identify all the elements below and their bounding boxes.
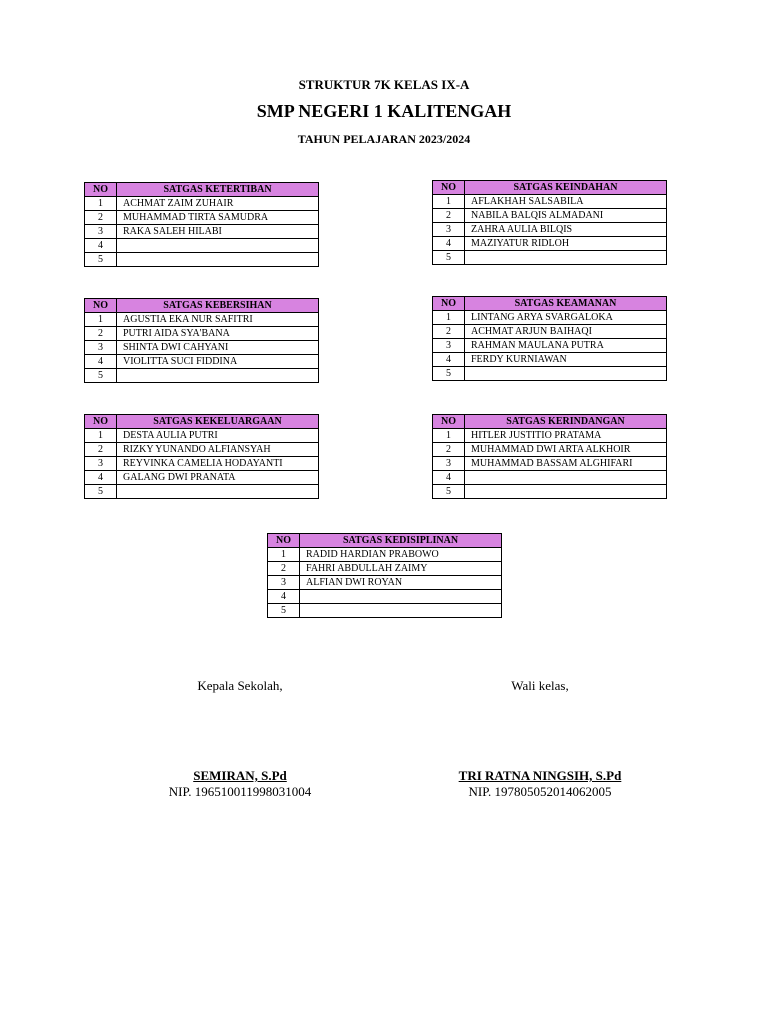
- row-number: 1: [85, 313, 117, 327]
- member-name: [117, 369, 319, 383]
- table-header-row: [85, 415, 319, 429]
- row-number: 2: [85, 443, 117, 457]
- table-row: [85, 471, 319, 485]
- table-row: [433, 485, 667, 499]
- member-name: GALANG DWI PRANATA: [117, 471, 319, 485]
- member-name: MAZIYATUR RIDLOH: [465, 237, 667, 251]
- table-satgas-kekeluargaan: [84, 414, 319, 499]
- row-number: 4: [268, 590, 300, 604]
- table-row: [85, 369, 319, 383]
- table-satgas-kerindangan: [432, 414, 667, 499]
- table-header-row: [433, 415, 667, 429]
- table-row: [85, 327, 319, 341]
- table-row: [85, 197, 319, 211]
- table-row: [433, 251, 667, 265]
- table-row: [433, 311, 667, 325]
- table-row: [85, 211, 319, 225]
- table-header-row: [433, 181, 667, 195]
- member-name: HITLER JUSTITIO PRATAMA: [465, 429, 667, 443]
- row-number: 4: [85, 471, 117, 485]
- row-number: 1: [433, 429, 465, 443]
- member-name: RIZKY YUNANDO ALFIANSYAH: [117, 443, 319, 457]
- row-number: 1: [268, 548, 300, 562]
- table-row: [433, 195, 667, 209]
- column-header-no: NO: [433, 415, 465, 429]
- table-row: [433, 367, 667, 381]
- member-name: [465, 367, 667, 381]
- member-name: MUHAMMAD BASSAM ALGHIFARI: [465, 457, 667, 471]
- table-title: SATGAS KEINDAHAN: [465, 181, 667, 195]
- table-header-row: [268, 534, 502, 548]
- table-title: SATGAS KEDISIPLINAN: [300, 534, 502, 548]
- table-row: [85, 253, 319, 267]
- member-name: AGUSTIA EKA NUR SAFITRI: [117, 313, 319, 327]
- row-number: 1: [85, 197, 117, 211]
- signer-name: TRI RATNA NINGSIH, S.Pd: [458, 768, 622, 783]
- member-name: [465, 471, 667, 485]
- member-name: [117, 239, 319, 253]
- member-name: ACHMAT ZAIM ZUHAIR: [117, 197, 319, 211]
- table-title: SATGAS KETERTIBAN: [117, 183, 319, 197]
- table-row: [433, 223, 667, 237]
- row-number: 4: [85, 355, 117, 369]
- member-name: RADID HARDIAN PRABOWO: [300, 548, 502, 562]
- row-number: 5: [268, 604, 300, 618]
- row-number: 1: [433, 311, 465, 325]
- member-name: LINTANG ARYA SVARGALOKA: [465, 311, 667, 325]
- row-number: 5: [85, 369, 117, 383]
- member-name: MUHAMMAD DWI ARTA ALKHOIR: [465, 443, 667, 457]
- member-name: MUHAMMAD TIRTA SAMUDRA: [117, 211, 319, 225]
- row-number: 3: [85, 341, 117, 355]
- member-name: SHINTA DWI CAHYANI: [117, 341, 319, 355]
- row-number: 5: [85, 253, 117, 267]
- row-number: 3: [433, 223, 465, 237]
- table-title: SATGAS KEAMANAN: [465, 297, 667, 311]
- member-name: PUTRI AIDA SYA'BANA: [117, 327, 319, 341]
- table-row: [85, 457, 319, 471]
- table-row: [433, 325, 667, 339]
- member-name: DESTA AULIA PUTRI: [117, 429, 319, 443]
- table-row: [268, 576, 502, 590]
- member-name: [117, 485, 319, 499]
- table-row: [268, 590, 502, 604]
- table-row: [268, 604, 502, 618]
- column-header-no: NO: [433, 181, 465, 195]
- member-name: VIOLITTA SUCI FIDDINA: [117, 355, 319, 369]
- row-number: 3: [85, 225, 117, 239]
- member-name: ALFIAN DWI ROYAN: [300, 576, 502, 590]
- member-name: [465, 485, 667, 499]
- column-header-no: NO: [85, 299, 117, 313]
- table-header-row: [433, 297, 667, 311]
- row-number: 3: [433, 339, 465, 353]
- table-row: [433, 237, 667, 251]
- table-title: SATGAS KEKELUARGAAN: [117, 415, 319, 429]
- table-header-row: [85, 299, 319, 313]
- academic-year: TAHUN PELAJARAN 2023/2024: [297, 132, 471, 146]
- table-row: [433, 457, 667, 471]
- column-header-no: NO: [85, 183, 117, 197]
- table-row: [433, 209, 667, 223]
- member-name: [465, 251, 667, 265]
- document-subtitle: STRUKTUR 7K KELAS IX-A: [298, 77, 470, 92]
- table-row: [268, 548, 502, 562]
- table-satgas-ketertiban: [84, 182, 319, 267]
- column-header-no: NO: [268, 534, 300, 548]
- row-number: 3: [268, 576, 300, 590]
- row-number: 3: [85, 457, 117, 471]
- table-row: [85, 225, 319, 239]
- member-name: REYVINKA CAMELIA HODAYANTI: [117, 457, 319, 471]
- row-number: 2: [433, 443, 465, 457]
- member-name: FERDY KURNIAWAN: [465, 353, 667, 367]
- signer-name: SEMIRAN, S.Pd: [193, 768, 287, 783]
- table-header-row: [85, 183, 319, 197]
- row-number: 5: [433, 251, 465, 265]
- row-number: 2: [85, 327, 117, 341]
- row-number: 4: [433, 237, 465, 251]
- table-row: [433, 429, 667, 443]
- row-number: 5: [85, 485, 117, 499]
- table-row: [85, 355, 319, 369]
- row-number: 3: [433, 457, 465, 471]
- member-name: [300, 590, 502, 604]
- signer-nip: NIP. 197805052014062005: [468, 784, 612, 799]
- signer-role: Kepala Sekolah,: [197, 678, 283, 693]
- member-name: [300, 604, 502, 618]
- table-title: SATGAS KERINDANGAN: [465, 415, 667, 429]
- table-title: SATGAS KEBERSIHAN: [117, 299, 319, 313]
- table-row: [85, 485, 319, 499]
- member-name: NABILA BALQIS ALMADANI: [465, 209, 667, 223]
- table-row: [85, 443, 319, 457]
- table-row: [433, 471, 667, 485]
- member-name: ZAHRA AULIA BILQIS: [465, 223, 667, 237]
- row-number: 1: [433, 195, 465, 209]
- row-number: 2: [85, 211, 117, 225]
- table-satgas-kebersihan: [84, 298, 319, 383]
- table-row: [85, 429, 319, 443]
- member-name: ACHMAT ARJUN BAIHAQI: [465, 325, 667, 339]
- row-number: 1: [85, 429, 117, 443]
- school-name: SMP NEGERI 1 KALITENGAH: [256, 101, 512, 121]
- row-number: 4: [85, 239, 117, 253]
- column-header-no: NO: [85, 415, 117, 429]
- row-number: 2: [268, 562, 300, 576]
- table-row: [85, 341, 319, 355]
- table-row: [433, 443, 667, 457]
- row-number: 4: [433, 353, 465, 367]
- table-row: [433, 339, 667, 353]
- row-number: 2: [433, 209, 465, 223]
- table-satgas-kedisiplinan: [267, 533, 502, 618]
- row-number: 5: [433, 367, 465, 381]
- member-name: RAKA SALEH HILABI: [117, 225, 319, 239]
- member-name: RAHMAN MAULANA PUTRA: [465, 339, 667, 353]
- member-name: FAHRI ABDULLAH ZAIMY: [300, 562, 502, 576]
- table-satgas-keamanan: [432, 296, 667, 381]
- member-name: AFLAKHAH SALSABILA: [465, 195, 667, 209]
- row-number: 4: [433, 471, 465, 485]
- signer-nip: NIP. 196510011998031004: [168, 784, 312, 799]
- signer-role: Wali kelas,: [511, 678, 569, 693]
- table-row: [85, 239, 319, 253]
- row-number: 5: [433, 485, 465, 499]
- row-number: 2: [433, 325, 465, 339]
- table-row: [433, 353, 667, 367]
- table-row: [268, 562, 502, 576]
- member-name: [117, 253, 319, 267]
- table-satgas-keindahan: [432, 180, 667, 265]
- column-header-no: NO: [433, 297, 465, 311]
- table-row: [85, 313, 319, 327]
